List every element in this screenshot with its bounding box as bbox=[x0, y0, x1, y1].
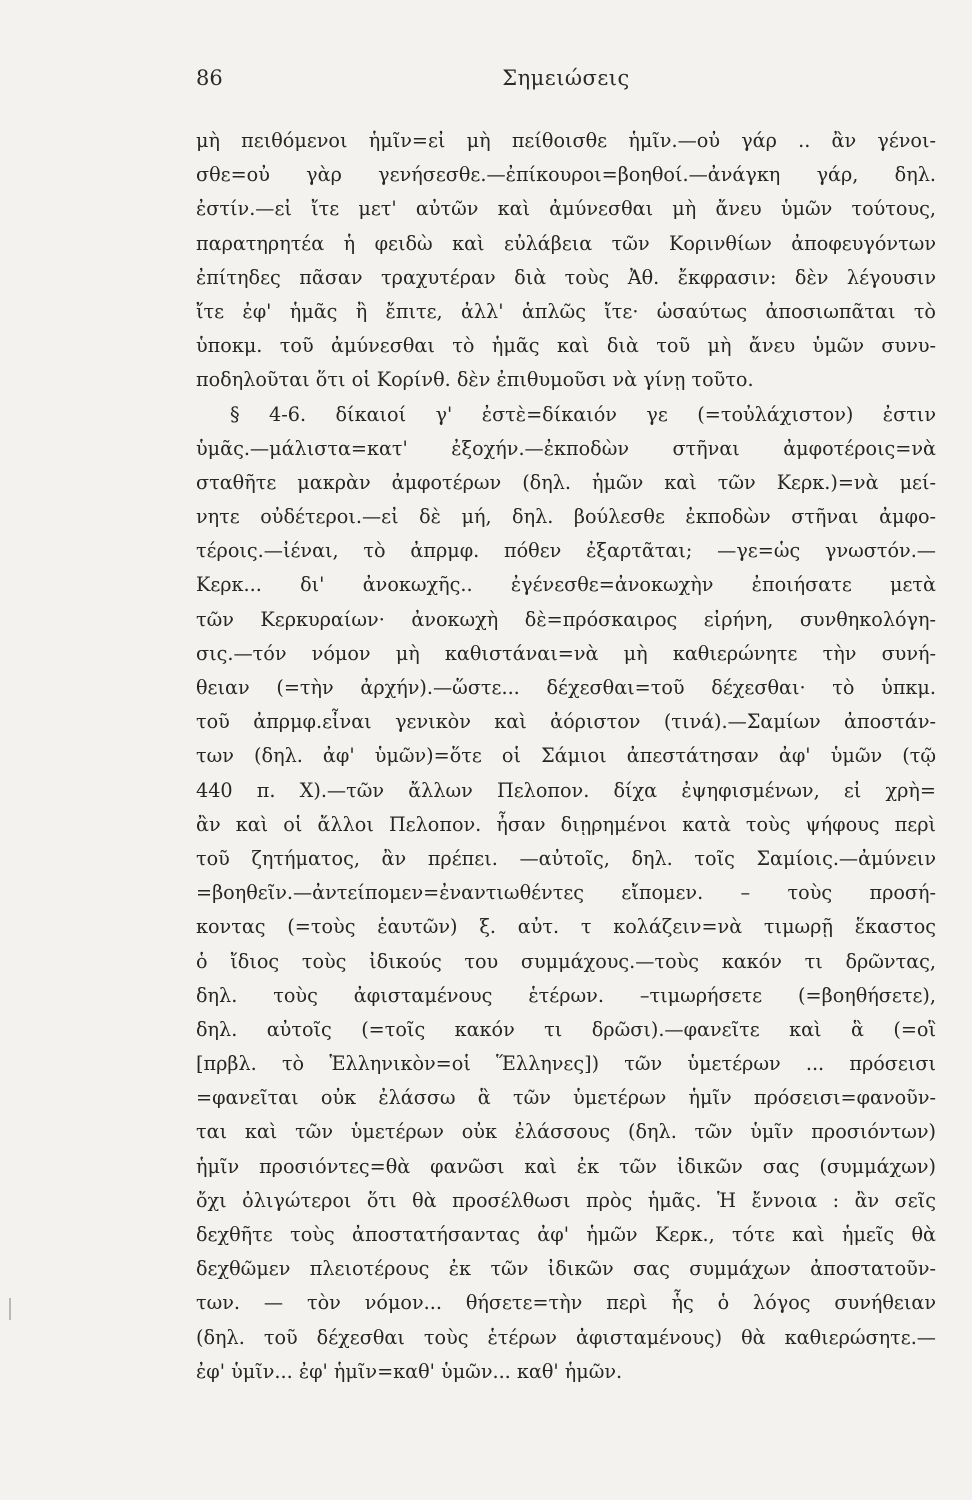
text-line: παρατηρητέα ἡ φειδὼ καὶ εὐλάβεια τῶν Κορινθίων ἀποφευγόντων bbox=[196, 231, 936, 255]
text-line: ἡμῖν προσιόντες=θὰ φανῶσι καὶ ἐκ τῶν ἰδικῶν σας (συμμάχων) bbox=[196, 1154, 936, 1178]
text-line: τέροις.—ἰέναι, τὸ ἀπρμφ. πόθεν ἐξαρτᾶται; —γε=ὡς γνωστόν.— bbox=[196, 539, 936, 563]
text-line: (δηλ. τοῦ δέχεσθαι τοὺς ἑτέρων ἀφισταμένους) θὰ καθιερώσητε.— bbox=[196, 1325, 936, 1349]
text-line: μὴ πειθόμενοι ἡμῖν=εἰ μὴ πείθοισθε ἡμῖν.—οὐ γάρ .. ἂν γένοι- bbox=[196, 129, 936, 152]
text-line: τοῦ ἀπρμφ.εἶναι γενικὸν καὶ ἀόριστον (τινά).—Σαμίων ἀποστάν- bbox=[196, 710, 936, 734]
text-line: ἂν καὶ οἱ ἄλλοι Πελοπον. ἦσαν διῃρημένοι κατὰ τοὺς ψήφους περὶ bbox=[196, 812, 936, 836]
text-line: ται καὶ τῶν ὑμετέρων οὐκ ἐλάσσους (δηλ. τῶν ὑμῖν προσιόντων) bbox=[196, 1120, 936, 1144]
text-line: § 4-6. δίκαιοί γ' ἐστὲ=δίκαιόν γε (=τοὐλάχιστον) ἐστιν bbox=[230, 402, 936, 426]
text-line: δεχθῶμεν πλειοτέρους ἐκ τῶν ἰδικῶν σας συμμάχων ἀποστατοῦν- bbox=[196, 1257, 936, 1281]
text-line: τῶν Κερκυραίων· ἀνοκωχὴ δὲ=πρόσκαιρος εἰρήνη, συνθηκολόγη- bbox=[196, 607, 936, 631]
text-line: δηλ. τοὺς ἀφισταμένους ἑτέρων. –τιμωρήσετε (=βοηθήσετε), bbox=[196, 983, 936, 1007]
text-line: ὑποκμ. τοῦ ἀμύνεσθαι τὸ ἡμᾶς καὶ διὰ τοῦ μὴ ἄνευ ὑμῶν συνυ- bbox=[196, 334, 936, 358]
text-line: νητε οὐδέτεροι.—εἰ δὲ μή, δηλ. βούλεσθε ἐκποδὼν στῆναι ἀμφο- bbox=[196, 505, 936, 529]
text-line: =βοηθεῖν.—ἀντείπομεν=ἐναντιωθέντες εἴπομεν. – τοὺς προσή- bbox=[196, 881, 936, 905]
text-line: ὁ ἴδιος τοὺς ἰδικούς του συμμάχους.—τοὺς κακόν τι δρῶντας, bbox=[196, 949, 936, 973]
text-line: σταθῆτε μακρὰν ἀμφοτέρων (δηλ. ἡμῶν καὶ τῶν Κερκ.)=νὰ μεί- bbox=[196, 470, 936, 494]
text-line: Κερκ... δι' ἀνοκωχῆς.. ἐγένεσθε=ἀνοκωχὴν ἐποιήσατε μετὰ bbox=[196, 573, 936, 597]
text-line: =φανεῖται οὐκ ἐλάσσω ἃ τῶν ὑμετέρων ἡμῖν πρόσεισι=φανοῦν- bbox=[196, 1086, 936, 1110]
text-line: των (δηλ. ἀφ' ὑμῶν)=ὅτε οἱ Σάμιοι ἀπεστάτησαν ἀφ' ὑμῶν (τῷ bbox=[196, 744, 936, 768]
page-number: 86 bbox=[196, 66, 223, 90]
notes-text bbox=[196, 124, 936, 1389]
text-line: σθε=οὐ γὰρ γενήσεσθε.—ἐπίκουροι=βοηθοί.—ἀνάγκη γάρ, δηλ. bbox=[196, 163, 936, 187]
text-line: ἐφ' ὑμῖν... ἐφ' ἡμῖν=καθ' ὑμῶν... καθ' ἡμῶν. bbox=[196, 1359, 623, 1383]
text-line: ποδηλοῦται ὅτι οἱ Κορίνθ. δὲν ἐπιθυμοῦσι νὰ γίνῃ τοῦτο. bbox=[196, 368, 754, 392]
text-line: [πρβλ. τὸ Ἑλληνικὸν=οἱ Ἕλληνες]) τῶν ὑμετέρων ... πρόσεισι bbox=[196, 1052, 936, 1076]
text-line: σις.—τόν νόμον μὴ καθιστάναι=νὰ μὴ καθιερώνητε τὴν συνή- bbox=[196, 641, 936, 665]
text-line: ὄχι ὀλιγώτεροι ὅτι θὰ προσέλθωσι πρὸς ἡμᾶς. Ἡ ἔννοια : ἂν σεῖς bbox=[196, 1188, 936, 1212]
page-header bbox=[196, 66, 936, 96]
margin-mark bbox=[9, 1298, 11, 1320]
text-line: θειαν (=τὴν ἀρχήν).—ὥστε... δέχεσθαι=τοῦ δέχεσθαι· τὸ ὑπκμ. bbox=[196, 676, 936, 699]
running-title: Σημειώσεις bbox=[502, 66, 630, 90]
text-line: ἴτε ἐφ' ἡμᾶς ἢ ἔπιτε, ἀλλ' ἁπλῶς ἴτε· ὡσαύτως ἀποσιωπᾶται τὸ bbox=[196, 299, 936, 323]
text-line: ὑμᾶς.—μάλιστα=κατ' ἐξοχήν.—ἐκποδὼν στῆναι ἀμφοτέροις=νὰ bbox=[196, 436, 936, 460]
text-line: ἐστίν.—εἰ ἴτε μετ' αὐτῶν καὶ ἀμύνεσθαι μὴ ἄνευ ὑμῶν τούτους, bbox=[196, 197, 936, 221]
text-line: κοντας (=τοὺς ἑαυτῶν) ξ. αὐτ. τ κολάζειν=νὰ τιμωρῇ ἕκαστος bbox=[196, 915, 936, 939]
text-line: 440 π. Χ).—τῶν ἄλλων Πελοπον. δίχα ἐψηφισμένων, εἰ χρὴ= bbox=[196, 778, 936, 802]
text-line: δεχθῆτε τοὺς ἀποστατήσαντας ἀφ' ἡμῶν Κερκ., τότε καὶ ἡμεῖς θὰ bbox=[196, 1223, 936, 1246]
text-line: τοῦ ζητήματος, ἂν πρέπει. —αὐτοῖς, δηλ. τοῖς Σαμίοις.—ἀμύνειν bbox=[196, 846, 936, 870]
text-line: των. — τὸν νόμον... θήσετε=τὴν περὶ ἧς ὁ λόγος συνήθειαν bbox=[196, 1291, 936, 1315]
text-line: δηλ. αὐτοῖς (=τοῖς κακόν τι δρῶσι).—φανεῖτε καὶ ἃ (=οἳ bbox=[196, 1017, 936, 1041]
text-line: ἐπίτηδες πᾶσαν τραχυτέραν διὰ τοὺς Ἀθ. ἔκφρασιν: δὲν λέγουσιν bbox=[196, 265, 936, 289]
